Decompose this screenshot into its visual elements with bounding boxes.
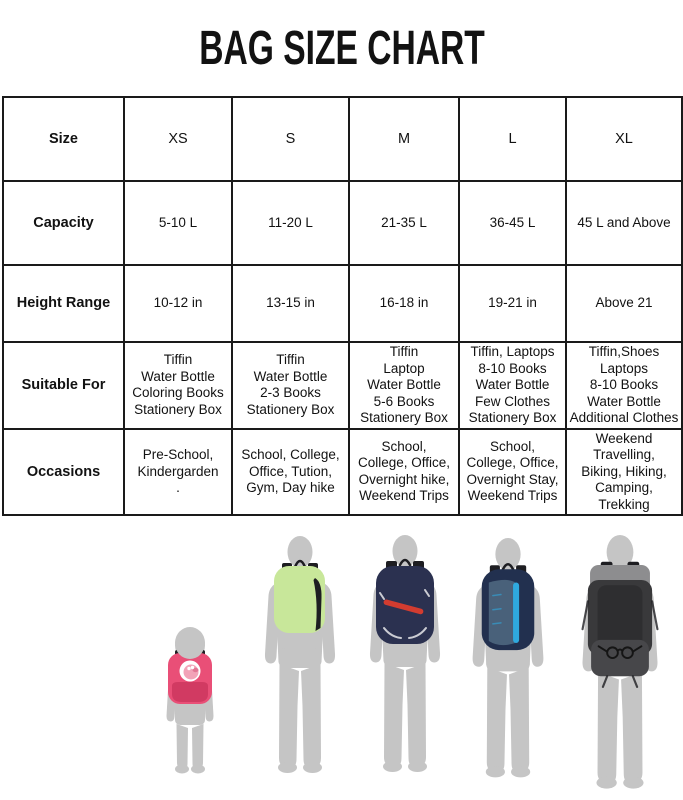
cell-suitable-xl: Tiffin,Shoes Laptops 8-10 Books Water Bottle Additional Clothes: [566, 342, 682, 429]
size-comparison-illustration: [0, 516, 683, 800]
col-header-m: M: [349, 97, 459, 181]
figure-xl: [583, 535, 658, 789]
backpack-l: [482, 564, 535, 650]
cell-suitable-s: Tiffin Water Bottle 2-3 Books Stationery Box: [232, 342, 349, 429]
backpack-s: [274, 561, 325, 633]
title-bar: [0, 24, 683, 76]
cell-capacity-m: 21-35 L: [349, 181, 459, 265]
cell-occasions-s: School, College, Office, Tution, Gym, Day hike: [232, 429, 349, 516]
cell-capacity-xs: 5-10 L: [124, 181, 232, 265]
backpack-m: [376, 560, 434, 644]
table-row-size: [3, 97, 682, 181]
figure-m: [370, 535, 440, 772]
cell-height-s: 13-15 in: [232, 265, 349, 342]
col-header-xl: XL: [566, 97, 682, 181]
row-label-capacity: Capacity: [3, 181, 124, 265]
child-head: [175, 627, 205, 659]
backpack-xl: [583, 562, 658, 687]
bag-size-table: [2, 96, 683, 516]
figure-xs: [167, 627, 214, 774]
cell-height-m: 16-18 in: [349, 265, 459, 342]
row-label-size: Size: [3, 97, 124, 181]
row-label-height-range: Height Range: [3, 265, 124, 342]
cell-height-xs: 10-12 in: [124, 265, 232, 342]
col-header-xs: XS: [124, 97, 232, 181]
cell-capacity-xl: 45 L and Above: [566, 181, 682, 265]
cell-occasions-m: School, College, Office, Overnight hike, Weekend Trips: [349, 429, 459, 516]
cell-capacity-l: 36-45 L: [459, 181, 566, 265]
cell-suitable-m: Tiffin Laptop Water Bottle 5-6 Books Stationery Box: [349, 342, 459, 429]
cell-occasions-l: School, College, Office, Overnight Stay, Weekend Trips: [459, 429, 566, 516]
cell-occasions-xs: Pre-School, Kindergarden .: [124, 429, 232, 516]
peppa-pig-patch: [180, 661, 201, 682]
cell-height-xl: Above 21: [566, 265, 682, 342]
row-label-occasions: Occasions: [3, 429, 124, 516]
cell-occasions-xl: Weekend Travelling, Biking, Hiking, Camping, Trekking: [566, 429, 682, 516]
cell-suitable-l: Tiffin, Laptops 8-10 Books Water Bottle Few Clothes Stationery Box: [459, 342, 566, 429]
table-row-suitable-for: [3, 342, 682, 429]
cell-height-l: 19-21 in: [459, 265, 566, 342]
figure-s: [265, 536, 335, 773]
figure-l: [473, 538, 544, 777]
cell-capacity-s: 11-20 L: [232, 181, 349, 265]
col-header-s: S: [232, 97, 349, 181]
cell-suitable-xs: Tiffin Water Bottle Coloring Books Stationery Box: [124, 342, 232, 429]
table-row-occasions: [3, 429, 682, 516]
table-row-height-range: [3, 265, 682, 342]
col-header-l: L: [459, 97, 566, 181]
page-title: BAG SIZE CHART: [198, 22, 485, 75]
table-row-capacity: [3, 181, 682, 265]
row-label-suitable-for: Suitable For: [3, 342, 124, 429]
